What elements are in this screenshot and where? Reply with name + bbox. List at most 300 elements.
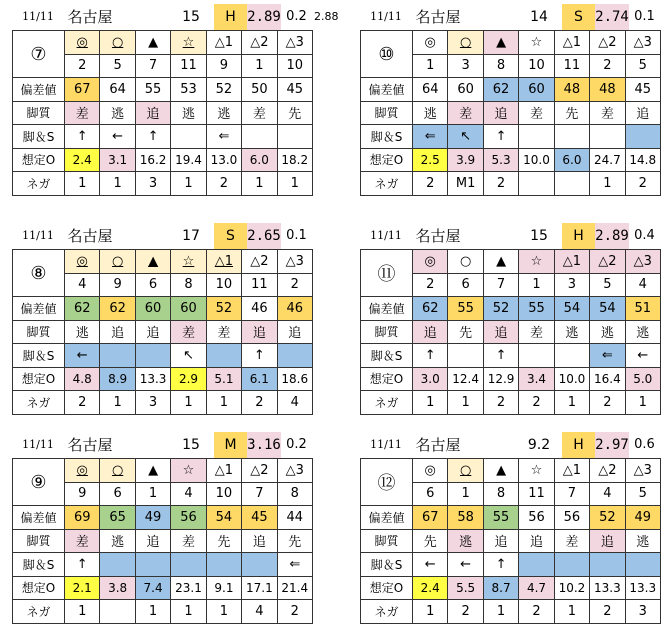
deviation-score: 62 <box>100 297 135 321</box>
prediction-mark: △2 <box>590 250 625 274</box>
row-label: 脚質 <box>13 321 65 345</box>
row-label: ネガ <box>13 391 65 415</box>
running-style: 追 <box>484 530 519 554</box>
deviation-score: 60 <box>448 78 483 102</box>
prediction-mark: ◎ <box>413 250 448 274</box>
expected-odds: 5.5 <box>448 577 483 601</box>
running-style: 追 <box>519 530 554 554</box>
expected-odds: 13.0 <box>207 149 242 173</box>
row-label: 偏差値 <box>361 78 413 102</box>
horse-number: 5 <box>590 274 625 298</box>
venue-name: 名古屋 <box>67 227 113 245</box>
prediction-mark: ◎ <box>413 31 448 55</box>
leg-speed-arrow <box>555 553 590 577</box>
running-style: 追 <box>242 321 277 345</box>
race-score: 2.74 <box>595 4 629 30</box>
prediction-mark: ○ <box>100 459 135 483</box>
horse-number: 1 <box>519 274 554 298</box>
horse-number: 11 <box>242 274 277 298</box>
leg-speed-arrow: ↑ <box>484 125 519 149</box>
deviation-score: 60 <box>519 78 554 102</box>
leg-speed-arrow <box>555 125 590 149</box>
negative-count: 3 <box>136 391 171 415</box>
horse-number: 3 <box>555 274 590 298</box>
race-date: 11/11 <box>370 229 402 242</box>
race-panel-12 <box>360 432 660 619</box>
venue-name: 名古屋 <box>415 8 461 26</box>
score-diff: 0.1 <box>634 9 655 24</box>
extra-value <box>314 432 344 458</box>
deviation-score: 44 <box>278 506 313 530</box>
row-label: ネガ <box>13 172 65 196</box>
prediction-mark: ▲ <box>136 459 171 483</box>
running-style: 差 <box>171 530 206 554</box>
venue-name: 名古屋 <box>67 8 113 26</box>
extra-value <box>662 223 668 249</box>
deviation-score: 45 <box>626 78 661 102</box>
running-style: 差 <box>590 102 625 126</box>
extra-value <box>662 432 668 458</box>
field-size: 17 <box>182 228 200 244</box>
negative-count: 4 <box>278 391 313 415</box>
race-grade: M <box>214 432 247 458</box>
negative-count: 1 <box>207 600 242 624</box>
prediction-mark: ☆ <box>519 459 554 483</box>
prediction-mark: △3 <box>626 250 661 274</box>
leg-speed-arrow: ↑ <box>65 553 100 577</box>
row-label: 脚質 <box>361 102 413 126</box>
deviation-score: 55 <box>519 297 554 321</box>
negative-count: 4 <box>242 600 277 624</box>
negative-count: 2 <box>519 391 554 415</box>
running-style: 逃 <box>626 530 661 554</box>
expected-odds: 12.4 <box>448 368 483 392</box>
horse-number: 11 <box>555 55 590 79</box>
score-diff: 0.2 <box>286 9 307 24</box>
running-style: 追 <box>484 321 519 345</box>
race-grade: H <box>562 223 595 249</box>
leg-speed-arrow <box>590 125 625 149</box>
running-style: 差 <box>519 102 554 126</box>
horse-number: 7 <box>484 274 519 298</box>
race-date: 11/11 <box>22 438 54 451</box>
leg-speed-arrow: ← <box>626 344 661 368</box>
prediction-mark: ☆ <box>519 31 554 55</box>
expected-odds: 16.2 <box>136 149 171 173</box>
horse-number: 2 <box>590 55 625 79</box>
horse-number: 9 <box>207 55 242 79</box>
row-label: 偏差値 <box>361 297 413 321</box>
deviation-score: 67 <box>65 78 100 102</box>
horse-number: 10 <box>207 274 242 298</box>
race-grade: S <box>214 223 247 249</box>
negative-count: 2 <box>448 600 483 624</box>
race-table <box>12 458 313 624</box>
race-number-badge: ⑦ <box>13 31 65 78</box>
negative-count: 1 <box>100 172 135 196</box>
row-label: 偏差値 <box>13 506 65 530</box>
deviation-score: 62 <box>65 297 100 321</box>
running-style: 逃 <box>65 321 100 345</box>
negative-count <box>555 172 590 196</box>
prediction-mark: ○ <box>448 31 483 55</box>
negative-count: 1 <box>207 391 242 415</box>
race-number-badge: ⑪ <box>361 250 413 297</box>
expected-odds: 14.8 <box>626 149 661 173</box>
horse-number: 11 <box>519 483 554 507</box>
expected-odds: 13.3 <box>136 368 171 392</box>
expected-odds: 2.5 <box>413 149 448 173</box>
running-style: 追 <box>136 530 171 554</box>
prediction-mark: ◎ <box>65 31 100 55</box>
race-date: 11/11 <box>22 10 54 23</box>
deviation-score: 55 <box>136 78 171 102</box>
field-size: 15 <box>182 437 200 453</box>
negative-count: 3 <box>136 172 171 196</box>
leg-speed-arrow <box>278 344 313 368</box>
negative-count: 2 <box>242 391 277 415</box>
expected-odds: 4.8 <box>65 368 100 392</box>
horse-number: 6 <box>448 274 483 298</box>
prediction-mark: △1 <box>555 459 590 483</box>
prediction-mark: ☆ <box>519 250 554 274</box>
expected-odds: 10.2 <box>555 577 590 601</box>
prediction-mark: △2 <box>590 31 625 55</box>
horse-number: 9 <box>65 483 100 507</box>
venue-name: 名古屋 <box>415 227 461 245</box>
race-panel-7 <box>12 4 339 191</box>
expected-odds: 3.1 <box>100 149 135 173</box>
running-style: 追 <box>278 321 313 345</box>
race-table <box>360 458 661 624</box>
negative-count: 2 <box>519 600 554 624</box>
negative-count: 2 <box>484 172 519 196</box>
negative-count: 2 <box>626 172 661 196</box>
leg-speed-arrow <box>171 553 206 577</box>
row-label: 脚質 <box>13 530 65 554</box>
prediction-mark: ▲ <box>136 250 171 274</box>
prediction-mark: △2 <box>242 459 277 483</box>
expected-odds: 4.7 <box>519 577 554 601</box>
leg-speed-arrow: ↑ <box>136 125 171 149</box>
negative-count <box>100 600 135 624</box>
expected-odds: 6.0 <box>555 149 590 173</box>
expected-odds: 5.1 <box>207 368 242 392</box>
race-grade: H <box>562 432 595 458</box>
negative-count: 1 <box>413 600 448 624</box>
expected-odds: 23.1 <box>171 577 206 601</box>
row-label: 脚＆S <box>361 344 413 368</box>
race-header <box>12 4 339 30</box>
running-style: 先 <box>278 530 313 554</box>
leg-speed-arrow: ↑ <box>484 344 519 368</box>
negative-count: M1 <box>448 172 483 196</box>
leg-speed-arrow <box>519 344 554 368</box>
prediction-mark: ◎ <box>65 459 100 483</box>
deviation-score: 52 <box>590 506 625 530</box>
race-header <box>12 223 312 249</box>
prediction-mark: △1 <box>555 250 590 274</box>
prediction-mark: ▲ <box>484 31 519 55</box>
race-header <box>360 4 660 30</box>
row-label: 想定O <box>361 368 413 392</box>
deviation-score: 65 <box>100 506 135 530</box>
race-score: 2.89 <box>595 223 629 249</box>
running-style: 逃 <box>100 530 135 554</box>
running-style: 逃 <box>626 321 661 345</box>
extra-value: 2.88 <box>314 10 339 23</box>
leg-speed-arrow <box>519 553 554 577</box>
expected-odds: 5.0 <box>626 368 661 392</box>
race-score: 3.16 <box>247 432 281 458</box>
field-size: 14 <box>530 9 548 25</box>
race-grade: S <box>562 4 595 30</box>
negative-count: 1 <box>555 391 590 415</box>
negative-count: 1 <box>171 172 206 196</box>
horse-number: 6 <box>413 483 448 507</box>
running-style: 逃 <box>555 321 590 345</box>
running-style: 差 <box>555 530 590 554</box>
expected-odds: 3.4 <box>519 368 554 392</box>
prediction-mark: △1 <box>207 31 242 55</box>
deviation-score: 45 <box>242 506 277 530</box>
expected-odds: 7.4 <box>136 577 171 601</box>
row-label: 脚＆S <box>361 553 413 577</box>
deviation-score: 54 <box>207 506 242 530</box>
deviation-score: 46 <box>278 297 313 321</box>
leg-speed-arrow <box>171 125 206 149</box>
row-label: ネガ <box>361 600 413 624</box>
expected-odds: 18.2 <box>278 149 313 173</box>
deviation-score: 48 <box>590 78 625 102</box>
negative-count: 1 <box>171 391 206 415</box>
expected-odds: 3.8 <box>100 577 135 601</box>
leg-speed-arrow <box>519 125 554 149</box>
extra-value <box>314 223 344 249</box>
prediction-mark: ◎ <box>413 459 448 483</box>
deviation-score: 69 <box>65 506 100 530</box>
deviation-score: 55 <box>448 297 483 321</box>
race-table <box>12 249 313 415</box>
running-style: 追 <box>136 321 171 345</box>
horse-number: 11 <box>171 55 206 79</box>
deviation-score: 52 <box>484 297 519 321</box>
deviation-score: 54 <box>555 297 590 321</box>
running-style: 先 <box>278 102 313 126</box>
running-style: 先 <box>413 530 448 554</box>
horse-number: 3 <box>448 55 483 79</box>
row-label: ネガ <box>361 172 413 196</box>
leg-speed-arrow <box>242 125 277 149</box>
running-style: 逃 <box>207 102 242 126</box>
race-score: 2.97 <box>595 432 629 458</box>
running-style: 差 <box>65 530 100 554</box>
race-number-badge: ⑨ <box>13 459 65 506</box>
leg-speed-arrow <box>136 553 171 577</box>
expected-odds: 3.0 <box>413 368 448 392</box>
leg-speed-arrow: ↑ <box>242 344 277 368</box>
leg-speed-arrow <box>100 553 135 577</box>
horse-number: 7 <box>242 483 277 507</box>
running-style: 先 <box>207 530 242 554</box>
running-style: 追 <box>136 102 171 126</box>
score-diff: 0.2 <box>286 437 307 452</box>
horse-number: 8 <box>484 55 519 79</box>
race-panel-9 <box>12 432 312 619</box>
expected-odds: 6.1 <box>242 368 277 392</box>
horse-number: 7 <box>555 483 590 507</box>
deviation-score: 64 <box>100 78 135 102</box>
deviation-score: 49 <box>136 506 171 530</box>
running-style: 差 <box>242 102 277 126</box>
negative-count: 1 <box>590 172 625 196</box>
horse-number: 4 <box>65 274 100 298</box>
deviation-score: 56 <box>519 506 554 530</box>
prediction-mark: ▲ <box>484 459 519 483</box>
leg-speed-arrow: ⇐ <box>413 125 448 149</box>
leg-speed-arrow <box>448 344 483 368</box>
horse-number: 2 <box>65 55 100 79</box>
extra-value <box>662 4 668 30</box>
race-panel-10 <box>360 4 660 191</box>
race-grade: H <box>214 4 247 30</box>
leg-speed-arrow: ↖ <box>171 344 206 368</box>
prediction-mark: ○ <box>100 31 135 55</box>
running-style: 先 <box>555 102 590 126</box>
leg-speed-arrow <box>626 125 661 149</box>
race-header <box>360 223 660 249</box>
horse-number: 5 <box>626 483 661 507</box>
negative-count: 2 <box>413 172 448 196</box>
race-panel-8 <box>12 223 312 410</box>
leg-speed-arrow: ⇐ <box>278 553 313 577</box>
horse-number: 6 <box>136 274 171 298</box>
running-style: 追 <box>590 530 625 554</box>
horse-number: 8 <box>484 483 519 507</box>
expected-odds: 2.9 <box>171 368 206 392</box>
expected-odds: 19.4 <box>171 149 206 173</box>
deviation-score: 48 <box>555 78 590 102</box>
row-label: 脚質 <box>361 321 413 345</box>
race-table <box>360 249 661 415</box>
prediction-mark: ▲ <box>136 31 171 55</box>
score-diff: 0.6 <box>634 437 655 452</box>
leg-speed-arrow: ⇐ <box>207 125 242 149</box>
field-size: 15 <box>182 9 200 25</box>
venue-name: 名古屋 <box>67 436 113 454</box>
negative-count: 1 <box>171 600 206 624</box>
expected-odds: 2.1 <box>65 577 100 601</box>
prediction-mark: △3 <box>278 250 313 274</box>
running-style: 追 <box>626 102 661 126</box>
score-diff: 0.1 <box>286 228 307 243</box>
prediction-mark: ☆ <box>171 459 206 483</box>
running-style: 差 <box>171 321 206 345</box>
running-style: 逃 <box>100 102 135 126</box>
horse-number: 2 <box>413 274 448 298</box>
negative-count: 1 <box>65 600 100 624</box>
deviation-score: 54 <box>590 297 625 321</box>
leg-speed-arrow <box>590 553 625 577</box>
horse-number: 7 <box>136 55 171 79</box>
prediction-mark: ◎ <box>65 250 100 274</box>
deviation-score: 55 <box>484 506 519 530</box>
deviation-score: 56 <box>555 506 590 530</box>
row-label: 脚＆S <box>13 344 65 368</box>
row-label: 脚質 <box>13 102 65 126</box>
negative-count: 1 <box>278 172 313 196</box>
negative-count: 3 <box>626 600 661 624</box>
horse-number: 8 <box>278 483 313 507</box>
expected-odds: 18.6 <box>278 368 313 392</box>
expected-odds: 2.4 <box>413 577 448 601</box>
row-label: 想定O <box>13 577 65 601</box>
negative-count: 1 <box>413 391 448 415</box>
horse-number: 9 <box>100 274 135 298</box>
race-date: 11/11 <box>22 229 54 242</box>
row-label: ネガ <box>13 600 65 624</box>
deviation-score: 45 <box>278 78 313 102</box>
prediction-mark: ☆ <box>171 250 206 274</box>
row-label: 想定O <box>13 368 65 392</box>
field-size: 15 <box>530 228 548 244</box>
leg-speed-arrow <box>555 344 590 368</box>
running-style: 追 <box>242 530 277 554</box>
negative-count: 2 <box>207 172 242 196</box>
negative-count: 2 <box>590 391 625 415</box>
leg-speed-arrow: ↑ <box>413 344 448 368</box>
expected-odds: 24.7 <box>590 149 625 173</box>
horse-number: 5 <box>100 55 135 79</box>
leg-speed-arrow: ← <box>100 125 135 149</box>
row-label: ネガ <box>361 391 413 415</box>
negative-count: 2 <box>590 600 625 624</box>
deviation-score: 56 <box>171 506 206 530</box>
horse-number: 1 <box>448 483 483 507</box>
negative-count: 2 <box>65 391 100 415</box>
expected-odds: 10.0 <box>519 149 554 173</box>
horse-number: 4 <box>590 483 625 507</box>
race-panel-11 <box>360 223 660 410</box>
prediction-mark: ○ <box>100 250 135 274</box>
expected-odds: 13.3 <box>626 577 661 601</box>
race-number-badge: ⑩ <box>361 31 413 78</box>
row-label: 脚＆S <box>13 553 65 577</box>
prediction-mark: ▲ <box>484 250 519 274</box>
deviation-score: 58 <box>448 506 483 530</box>
row-label: 脚質 <box>361 530 413 554</box>
deviation-score: 62 <box>484 78 519 102</box>
race-number-badge: ⑫ <box>361 459 413 506</box>
row-label: 偏差値 <box>13 297 65 321</box>
running-style: 逃 <box>413 102 448 126</box>
horse-number: 8 <box>171 274 206 298</box>
prediction-mark: △3 <box>278 459 313 483</box>
deviation-score: 51 <box>626 297 661 321</box>
running-style: 逃 <box>171 102 206 126</box>
prediction-mark: △3 <box>278 31 313 55</box>
running-style: 追 <box>100 321 135 345</box>
leg-speed-arrow <box>626 553 661 577</box>
running-style: 差 <box>207 321 242 345</box>
horse-number: 4 <box>626 274 661 298</box>
expected-odds: 13.3 <box>590 577 625 601</box>
race-date: 11/11 <box>370 10 402 23</box>
expected-odds: 3.9 <box>448 149 483 173</box>
row-label: 想定O <box>13 149 65 173</box>
row-label: 想定O <box>361 577 413 601</box>
row-label: 脚＆S <box>361 125 413 149</box>
